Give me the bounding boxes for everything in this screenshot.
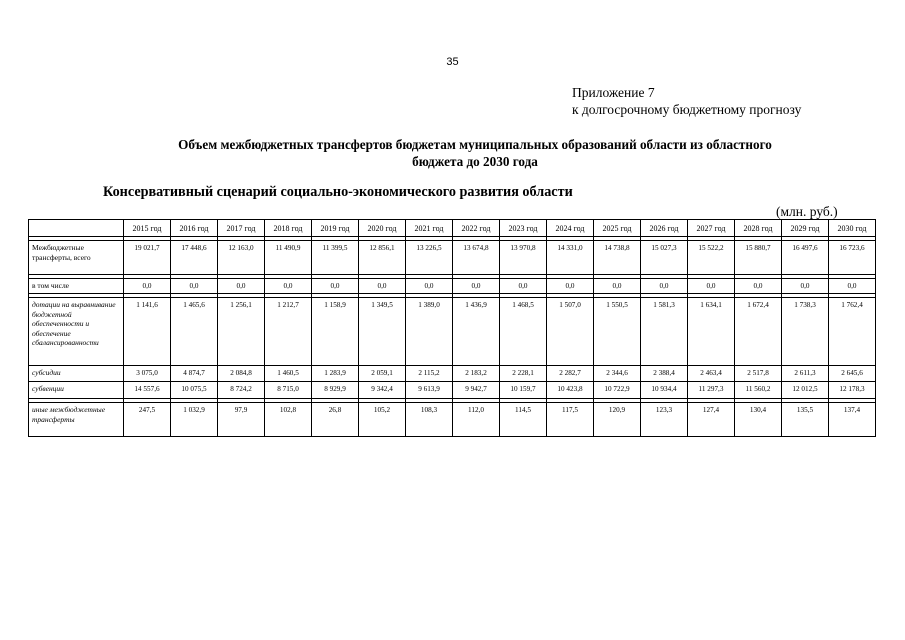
table-cell: 1 465,6 bbox=[171, 298, 218, 366]
table-header-row bbox=[29, 220, 876, 237]
table-cell: 12 163,0 bbox=[218, 241, 265, 275]
table-cell: 0,0 bbox=[171, 279, 218, 294]
table-cell: 1 634,1 bbox=[688, 298, 735, 366]
table-cell: 0,0 bbox=[218, 279, 265, 294]
table-cell: 123,3 bbox=[641, 403, 688, 437]
table-cell: 2 463,4 bbox=[688, 366, 735, 382]
table-cell: 0,0 bbox=[782, 279, 829, 294]
table-cell: 15 027,3 bbox=[641, 241, 688, 275]
appendix-note bbox=[572, 84, 801, 118]
table-cell: 2 282,7 bbox=[547, 366, 594, 382]
table-cell: 247,5 bbox=[124, 403, 171, 437]
table-cell: 13 674,8 bbox=[453, 241, 500, 275]
table-cell: 0,0 bbox=[735, 279, 782, 294]
table-cell: 105,2 bbox=[359, 403, 406, 437]
table-cell: 2 344,6 bbox=[594, 366, 641, 382]
table-cell: 11 490,9 bbox=[265, 241, 312, 275]
table-cell: 0,0 bbox=[829, 279, 876, 294]
table-cell: 2 228,1 bbox=[500, 366, 547, 382]
table-cell: 15 522,2 bbox=[688, 241, 735, 275]
table-cell: 1 256,1 bbox=[218, 298, 265, 366]
table-cell: 3 075,0 bbox=[124, 366, 171, 382]
table-cell: 0,0 bbox=[453, 279, 500, 294]
table-cell: 8 929,9 bbox=[312, 382, 359, 399]
table-cell: 14 557,6 bbox=[124, 382, 171, 399]
table-cell: 1 762,4 bbox=[829, 298, 876, 366]
table-cell: 8 715,0 bbox=[265, 382, 312, 399]
table-cell: 1 468,5 bbox=[500, 298, 547, 366]
table-cell: 130,4 bbox=[735, 403, 782, 437]
document-title bbox=[110, 136, 840, 170]
table-cell: 112,0 bbox=[453, 403, 500, 437]
table-cell: 17 448,6 bbox=[171, 241, 218, 275]
row-label: субвенции bbox=[29, 382, 124, 399]
table-cell: 1 212,7 bbox=[265, 298, 312, 366]
table-cell: 0,0 bbox=[641, 279, 688, 294]
year-header: 2026 год bbox=[641, 220, 688, 237]
table-cell: 117,5 bbox=[547, 403, 594, 437]
table-cell: 0,0 bbox=[500, 279, 547, 294]
table-cell: 2 059,1 bbox=[359, 366, 406, 382]
table-cell: 10 934,4 bbox=[641, 382, 688, 399]
year-header: 2017 год bbox=[218, 220, 265, 237]
year-header: 2029 год bbox=[782, 220, 829, 237]
row-label: Межбюджетные трансферты, всего bbox=[29, 241, 124, 275]
table-cell: 14 738,8 bbox=[594, 241, 641, 275]
year-header: 2028 год bbox=[735, 220, 782, 237]
table-cell: 12 012,5 bbox=[782, 382, 829, 399]
table-cell: 1 550,5 bbox=[594, 298, 641, 366]
table-cell: 10 075,5 bbox=[171, 382, 218, 399]
year-header: 2025 год bbox=[594, 220, 641, 237]
year-header: 2023 год bbox=[500, 220, 547, 237]
table-cell: 0,0 bbox=[359, 279, 406, 294]
table-cell: 16 723,6 bbox=[829, 241, 876, 275]
table-cell: 1 436,9 bbox=[453, 298, 500, 366]
table-cell: 10 159,7 bbox=[500, 382, 547, 399]
table-row-other-transfers bbox=[29, 403, 876, 437]
table-cell: 14 331,0 bbox=[547, 241, 594, 275]
table-cell: 12 856,1 bbox=[359, 241, 406, 275]
units-label: (млн. руб.) bbox=[776, 204, 838, 219]
table-cell: 8 724,2 bbox=[218, 382, 265, 399]
table-cell: 2 183,2 bbox=[453, 366, 500, 382]
table-cell: 26,8 bbox=[312, 403, 359, 437]
table-cell: 11 560,2 bbox=[735, 382, 782, 399]
table-cell: 108,3 bbox=[406, 403, 453, 437]
transfers-table bbox=[28, 219, 876, 437]
year-header: 2019 год bbox=[312, 220, 359, 237]
table-cell: 1 738,3 bbox=[782, 298, 829, 366]
table-cell: 0,0 bbox=[594, 279, 641, 294]
table-cell: 16 497,6 bbox=[782, 241, 829, 275]
table-cell: 13 226,5 bbox=[406, 241, 453, 275]
table-cell: 0,0 bbox=[547, 279, 594, 294]
table-cell: 9 342,4 bbox=[359, 382, 406, 399]
table-row-including bbox=[29, 279, 876, 294]
row-label: субсидии bbox=[29, 366, 124, 382]
table-cell: 0,0 bbox=[124, 279, 171, 294]
row-label: иные межбюджетные трансферты bbox=[29, 403, 124, 437]
title-line-2: бюджета до 2030 года bbox=[412, 154, 538, 169]
table-cell: 0,0 bbox=[312, 279, 359, 294]
table-cell: 10 423,8 bbox=[547, 382, 594, 399]
table-cell: 2 517,8 bbox=[735, 366, 782, 382]
table-cell: 114,5 bbox=[500, 403, 547, 437]
table-cell: 2 084,8 bbox=[218, 366, 265, 382]
table-cell: 120,9 bbox=[594, 403, 641, 437]
table-cell: 1 032,9 bbox=[171, 403, 218, 437]
table-cell: 11 399,5 bbox=[312, 241, 359, 275]
table-cell: 2 115,2 bbox=[406, 366, 453, 382]
table-cell: 2 388,4 bbox=[641, 366, 688, 382]
appendix-line-2: к долгосрочному бюджетному прогнозу bbox=[572, 102, 802, 117]
table-cell: 135,5 bbox=[782, 403, 829, 437]
table-cell: 9 942,7 bbox=[453, 382, 500, 399]
table-cell: 2 611,3 bbox=[782, 366, 829, 382]
table-cell: 9 613,9 bbox=[406, 382, 453, 399]
header-corner bbox=[29, 220, 124, 237]
year-header: 2022 год bbox=[453, 220, 500, 237]
year-header: 2030 год bbox=[829, 220, 876, 237]
year-header: 2021 год bbox=[406, 220, 453, 237]
table-cell: 127,4 bbox=[688, 403, 735, 437]
table-cell: 1 672,4 bbox=[735, 298, 782, 366]
table-cell: 10 722,9 bbox=[594, 382, 641, 399]
table-row-total bbox=[29, 241, 876, 275]
table-cell: 137,4 bbox=[829, 403, 876, 437]
table-cell: 1 460,5 bbox=[265, 366, 312, 382]
table-row-subsidies-equalization bbox=[29, 298, 876, 366]
table-cell: 15 880,7 bbox=[735, 241, 782, 275]
row-label: в том числе bbox=[29, 279, 124, 294]
table-cell: 0,0 bbox=[406, 279, 453, 294]
table-cell: 19 021,7 bbox=[124, 241, 171, 275]
table-cell: 1 158,9 bbox=[312, 298, 359, 366]
table-cell: 0,0 bbox=[688, 279, 735, 294]
table-cell: 102,8 bbox=[265, 403, 312, 437]
table-cell: 1 581,3 bbox=[641, 298, 688, 366]
year-header: 2016 год bbox=[171, 220, 218, 237]
table-cell: 1 141,6 bbox=[124, 298, 171, 366]
table-cell: 12 178,3 bbox=[829, 382, 876, 399]
table-cell: 1 349,5 bbox=[359, 298, 406, 366]
year-header: 2027 год bbox=[688, 220, 735, 237]
table-cell: 1 283,9 bbox=[312, 366, 359, 382]
table-cell: 97,9 bbox=[218, 403, 265, 437]
table-cell: 2 645,6 bbox=[829, 366, 876, 382]
table-cell: 13 970,8 bbox=[500, 241, 547, 275]
year-header: 2020 год bbox=[359, 220, 406, 237]
row-label: дотации на выравнивание бюджетной обеспеченности и обеспечение сбалансированности bbox=[29, 298, 124, 366]
table-cell: 1 389,0 bbox=[406, 298, 453, 366]
table-cell: 1 507,0 bbox=[547, 298, 594, 366]
table-row-subsidies bbox=[29, 366, 876, 382]
page-number: 35 bbox=[446, 56, 459, 68]
year-header: 2015 год bbox=[124, 220, 171, 237]
table-row-subventions bbox=[29, 382, 876, 399]
title-line-1: Объем межбюджетных трансфертов бюджетам муниципальных образований области из областного bbox=[178, 137, 772, 152]
table-cell: 0,0 bbox=[265, 279, 312, 294]
appendix-line-1: Приложение 7 bbox=[572, 85, 655, 100]
table-cell: 11 297,3 bbox=[688, 382, 735, 399]
table-cell: 4 874,7 bbox=[171, 366, 218, 382]
scenario-heading: Консервативный сценарий социально-экономического развития области bbox=[103, 184, 573, 200]
year-header: 2024 год bbox=[547, 220, 594, 237]
year-header: 2018 год bbox=[265, 220, 312, 237]
